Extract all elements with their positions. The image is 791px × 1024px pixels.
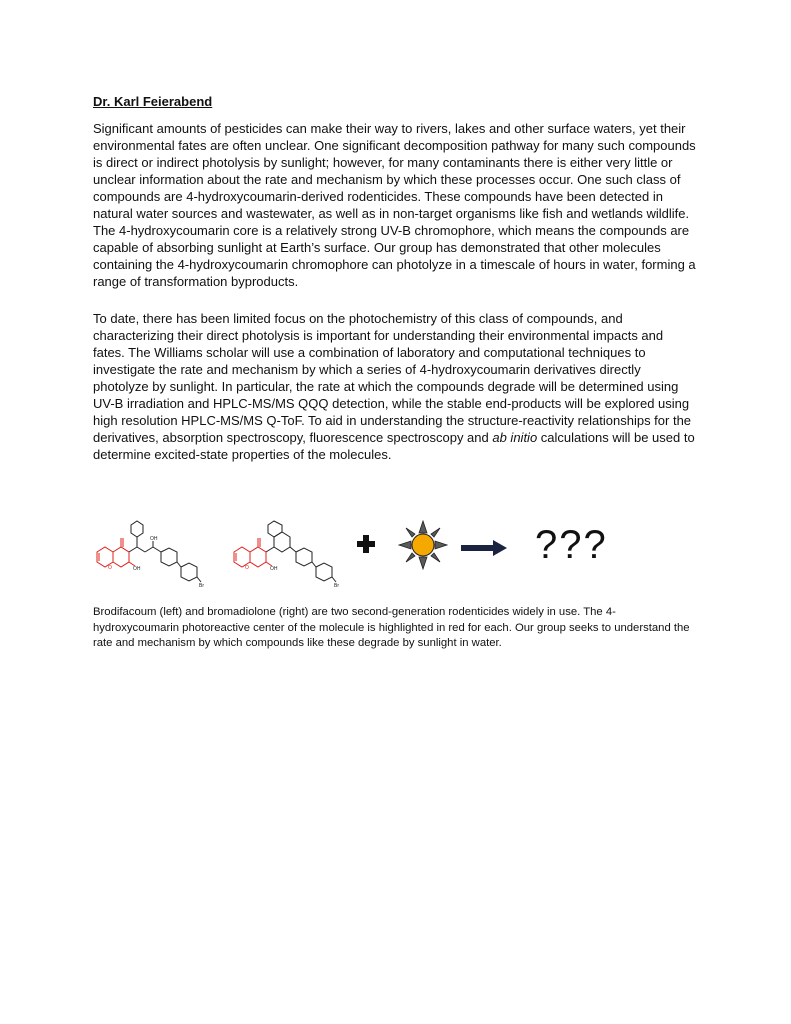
plus-icon (356, 534, 376, 554)
figure-caption: Brodifacoum (left) and bromadiolone (right) are two second-generation rodenticides widely in use. The 4-hydroxycoumarin photoreactive center of the molecule is highlighted in red for each. Our group seeks to understand the rate and mechanism by which compounds like these degrade by sunlight in water. (93, 606, 690, 649)
paragraph-project-text-a: To date, there has been limited focus on the photochemistry of this class of compounds, and characterizing their direct photolysis is important for understanding their environmental impacts and fates. The Williams scholar will use a combination of laboratory and computational techniques to investigate the rate and mechanism by which a series of 4-hydroxycoumarin derivatives directly photolyze by sunlight. In particular, the rate at which the compounds degrade will be determined using UV-B irradiation and HPLC-MS/MS QQQ detection, while the stable end-products will be explored using high resolution HPLC-MS/MS Q-ToF. To aid in understanding the structure-reactivity relationships for the derivatives, absorption spectroscopy, fluorescence spectroscopy and (93, 311, 692, 445)
reaction-arrow-icon (461, 540, 507, 556)
paragraph-intro: Significant amounts of pesticides can make their way to rivers, lakes and other surface waters, yet their environmental fates are often unclear. One significant decomposition pathway for many such compounds is direct or indirect photolysis by sunlight; however, for many contaminants there is either very little or unclear information about the rate and mechanism by which these processes occur. One such class of compounds are 4-hydroxycoumarin-derived rodenticides. These compounds have been detected in natural water sources and wastewater, as well as in non-target organisms like fish and wetlands wildlife. The 4-hydroxycoumarin core is a relatively strong UV-B chromophore, which means the compounds are capable of absorbing sunlight at Earth’s surface. Our group has demonstrated that other molecules containing the 4-hydroxycoumarin chromophore can photolyze in a timescale of hours in water, forming a range of transformation byproducts. (93, 121, 696, 289)
hydroxyl-label-right: OH (270, 566, 278, 572)
oxygen-label-right: O (245, 565, 249, 571)
paragraph-project (93, 310, 698, 463)
molecule-right-structure (230, 514, 350, 594)
bromine-label-right: Br (334, 583, 339, 589)
molecule-left-structure (93, 512, 213, 592)
coumarin-core-left (97, 538, 135, 567)
sun-icon (398, 520, 448, 570)
unknown-products-text: ??? (535, 523, 608, 567)
hydroxyl-label-left: OH (133, 566, 141, 572)
author-heading: Dr. Karl Feierabend (93, 94, 213, 109)
bromine-label-left: Br (199, 583, 204, 589)
paragraph-project-text-b: calculations will be used to determine excited-state properties of the molecules. (93, 430, 695, 462)
oxygen-label-left: O (108, 565, 112, 571)
hydroxyl-label-chain: OH (150, 536, 158, 542)
paragraph-project-italic: ab initio (492, 430, 538, 445)
coumarin-core-right (234, 538, 272, 567)
reaction-figure (93, 500, 698, 600)
